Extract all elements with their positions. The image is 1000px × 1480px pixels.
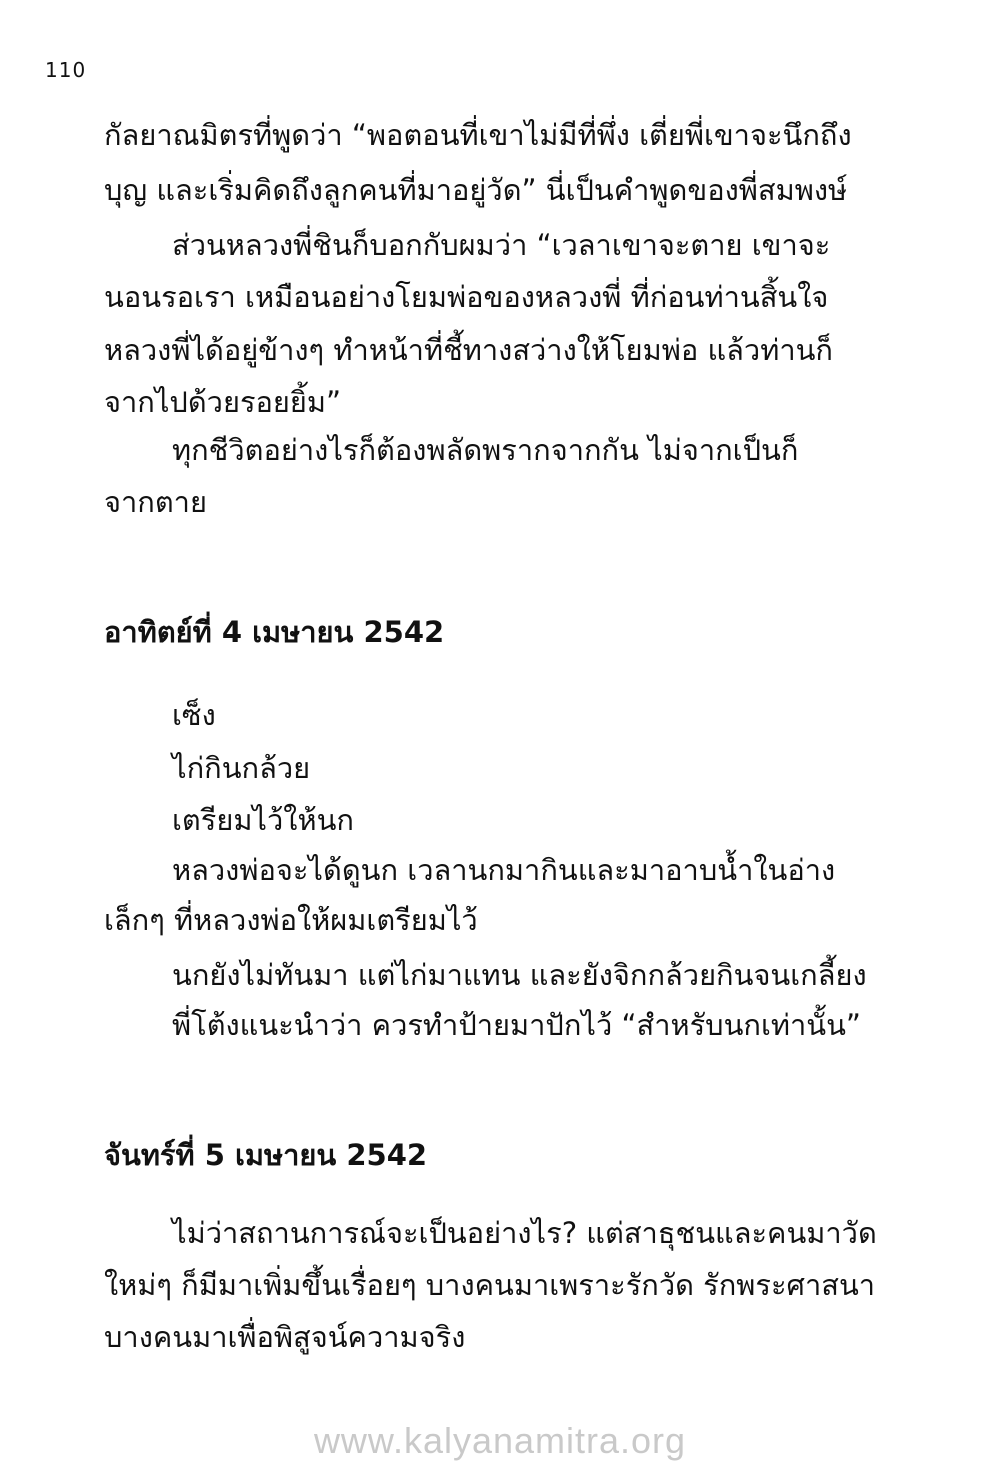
section-heading-monday: จันทร์ที่ 5 เมษายน 2542 xyxy=(104,1138,428,1172)
body-line: กัลยาณมิตรที่พูดว่า “พอตอนที่เขาไม่มีที่พึ่ง เตี่ยพี่เขาจะนึกถึง xyxy=(104,118,852,152)
body-line: พี่โต้งแนะนำว่า ควรทำป้ายมาปักไว้ “สำหรับนกเท่านั้น” xyxy=(172,1008,861,1042)
body-line: หลวงพี่ได้อยู่ข้างๆ ทำหน้าที่ชี้ทางสว่างให้โยมพ่อ แล้วท่านก็ xyxy=(104,333,833,367)
body-line: นอนรอเรา เหมือนอย่างโยมพ่อของหลวงพี่ ที่ก่อนท่านสิ้นใจ xyxy=(104,280,829,314)
body-line: บุญ และเริ่มคิดถึงลูกคนที่มาอยู่วัด” นี่เป็นคำพูดของพี่สมพงษ์ xyxy=(104,173,848,207)
body-line: บางคนมาเพื่อพิสูจน์ความจริง xyxy=(104,1320,466,1354)
section-heading-sunday: อาทิตย์ที่ 4 เมษายน 2542 xyxy=(104,615,445,649)
body-line: ใหม่ๆ ก็มีมาเพิ่มขึ้นเรื่อยๆ บางคนมาเพราะรักวัด รักพระศาสนา xyxy=(104,1268,876,1302)
body-line: ทุกชีวิตอย่างไรก็ต้องพลัดพรากจากกัน ไม่จากเป็นก็ xyxy=(172,433,799,467)
body-line: เซ็ง xyxy=(172,698,216,732)
body-line: เล็กๆ ที่หลวงพ่อให้ผมเตรียมไว้ xyxy=(104,903,478,937)
watermark: www.kalyanamitra.org xyxy=(313,1420,687,1461)
body-line: จากไปด้วยรอยยิ้ม” xyxy=(104,385,342,419)
body-line: จากตาย xyxy=(104,485,207,519)
body-line: หลวงพ่อจะได้ดูนก เวลานกมากินและมาอาบน้ำในอ่าง xyxy=(172,853,836,887)
body-line: ไม่ว่าสถานการณ์จะเป็นอย่างไร? แต่สาธุชนและคนมาวัด xyxy=(172,1216,877,1250)
body-line: ไก่กินกล้วย xyxy=(172,751,311,785)
body-line: ส่วนหลวงพี่ชินก็บอกกับผมว่า “เวลาเขาจะตาย เขาจะ xyxy=(172,228,831,262)
page-number: 110 xyxy=(45,58,87,82)
body-line: เตรียมไว้ให้นก xyxy=(172,803,354,837)
body-line: นกยังไม่ทันมา แต่ไก่มาแทน และยังจิกกล้วยกินจนเกลี้ยง xyxy=(172,958,867,992)
